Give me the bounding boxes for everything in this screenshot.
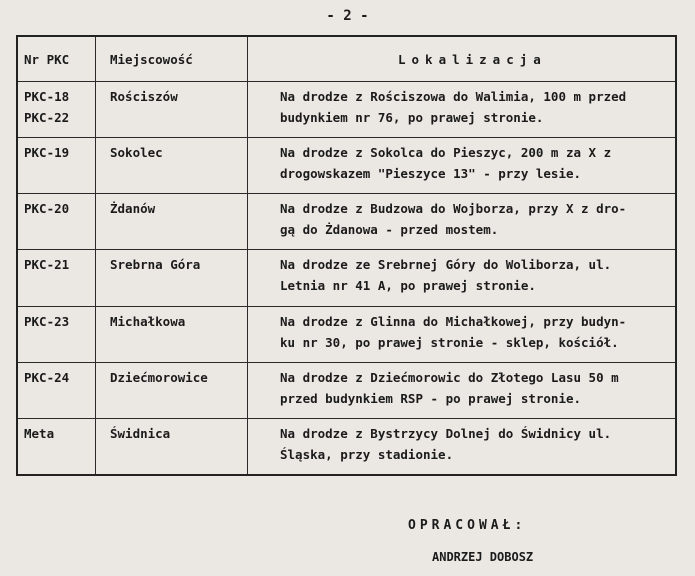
location-line: Na drodze z Sokolca do Pieszyc, 200 m za X z — [280, 145, 612, 161]
place-name: Żdanów — [110, 201, 156, 217]
location-line: Na drodze ze Srebrnej Góry do Woliborza, ul. — [280, 257, 612, 273]
location-line: przed budynkiem RSP - po prawej stronie. — [280, 390, 582, 406]
cell-place — [96, 82, 248, 138]
location-line: gą do Żdanowa - przed mostem. — [280, 222, 499, 238]
header-nr-pkc: Nr PKC — [17, 36, 96, 82]
cell-nr — [17, 194, 96, 250]
cell-nr — [17, 362, 96, 418]
place-name: Świdnica — [110, 425, 171, 441]
checkpoint-number: PKC-18 — [24, 89, 70, 104]
checkpoint-table — [16, 35, 677, 476]
cell-place — [96, 362, 248, 418]
cell-location — [248, 250, 677, 306]
cell-location — [248, 82, 677, 138]
checkpoint-number: PKC-23 — [24, 313, 70, 329]
cell-place — [96, 418, 248, 475]
cell-nr — [17, 82, 96, 138]
cell-location — [248, 418, 677, 475]
checkpoint-number: Meta — [24, 425, 55, 441]
place-name: Srebrna Góra — [110, 257, 201, 273]
table-row — [17, 194, 676, 250]
cell-location — [248, 306, 677, 362]
place-name: Rościszów — [110, 89, 178, 104]
place-name: Sokolec — [110, 145, 163, 161]
cell-location — [248, 138, 677, 194]
location-line: Śląska, przy stadionie. — [280, 446, 454, 462]
table-row — [17, 362, 676, 418]
cell-location — [248, 194, 677, 250]
location-line: Letnia nr 41 A, po prawej stronie. — [280, 278, 536, 294]
cell-place — [96, 138, 248, 194]
cell-place — [96, 194, 248, 250]
location-line: Na drodze z Rościszowa do Walimia, 100 m przed — [280, 89, 627, 104]
location-line: ku nr 30, po prawej stronie - sklep, kościół. — [280, 334, 619, 350]
checkpoint-number: PKC-21 — [24, 257, 70, 273]
page-number: - 2 - — [326, 8, 369, 24]
place-name: Michałkowa — [110, 313, 186, 329]
header-miejscowosc: Miejscowość — [96, 36, 248, 82]
cell-place — [96, 306, 248, 362]
table-row — [17, 82, 676, 138]
table-header-row — [17, 36, 676, 82]
location-line: drogowskazem "Pieszyce 13" - przy lesie. — [280, 166, 582, 182]
table-row — [17, 418, 676, 475]
location-line: Na drodze z Glinna do Michałkowej, przy budyn- — [280, 313, 627, 329]
cell-nr — [17, 138, 96, 194]
checkpoint-number: PKC-19 — [24, 145, 70, 161]
cell-nr — [17, 250, 96, 306]
checkpoint-number: PKC-20 — [24, 201, 70, 217]
prepared-by-label: OPRACOWAŁ: — [408, 518, 527, 533]
table-row — [17, 306, 676, 362]
cell-nr — [17, 418, 96, 475]
header-lokalizacja: Lokalizacja — [248, 36, 677, 82]
cell-location — [248, 362, 677, 418]
checkpoint-number: PKC-22 — [24, 110, 70, 125]
author-name: ANDRZEJ DOBOSZ — [432, 550, 534, 564]
table-row — [17, 250, 676, 306]
checkpoint-number: PKC-24 — [24, 369, 70, 385]
cell-place — [96, 250, 248, 306]
location-line: Na drodze z Bystrzycy Dolnej do Świdnicy ul. — [280, 425, 612, 441]
location-line: Na drodze z Dziećmorowic do Złotego Lasu 50 m — [280, 369, 619, 385]
table-row — [17, 138, 676, 194]
cell-nr — [17, 306, 96, 362]
place-name: Dziećmorowice — [110, 369, 208, 385]
location-line: budynkiem nr 76, po prawej stronie. — [280, 110, 544, 125]
location-line: Na drodze z Budzowa do Wojborza, przy X z dro- — [280, 201, 627, 217]
